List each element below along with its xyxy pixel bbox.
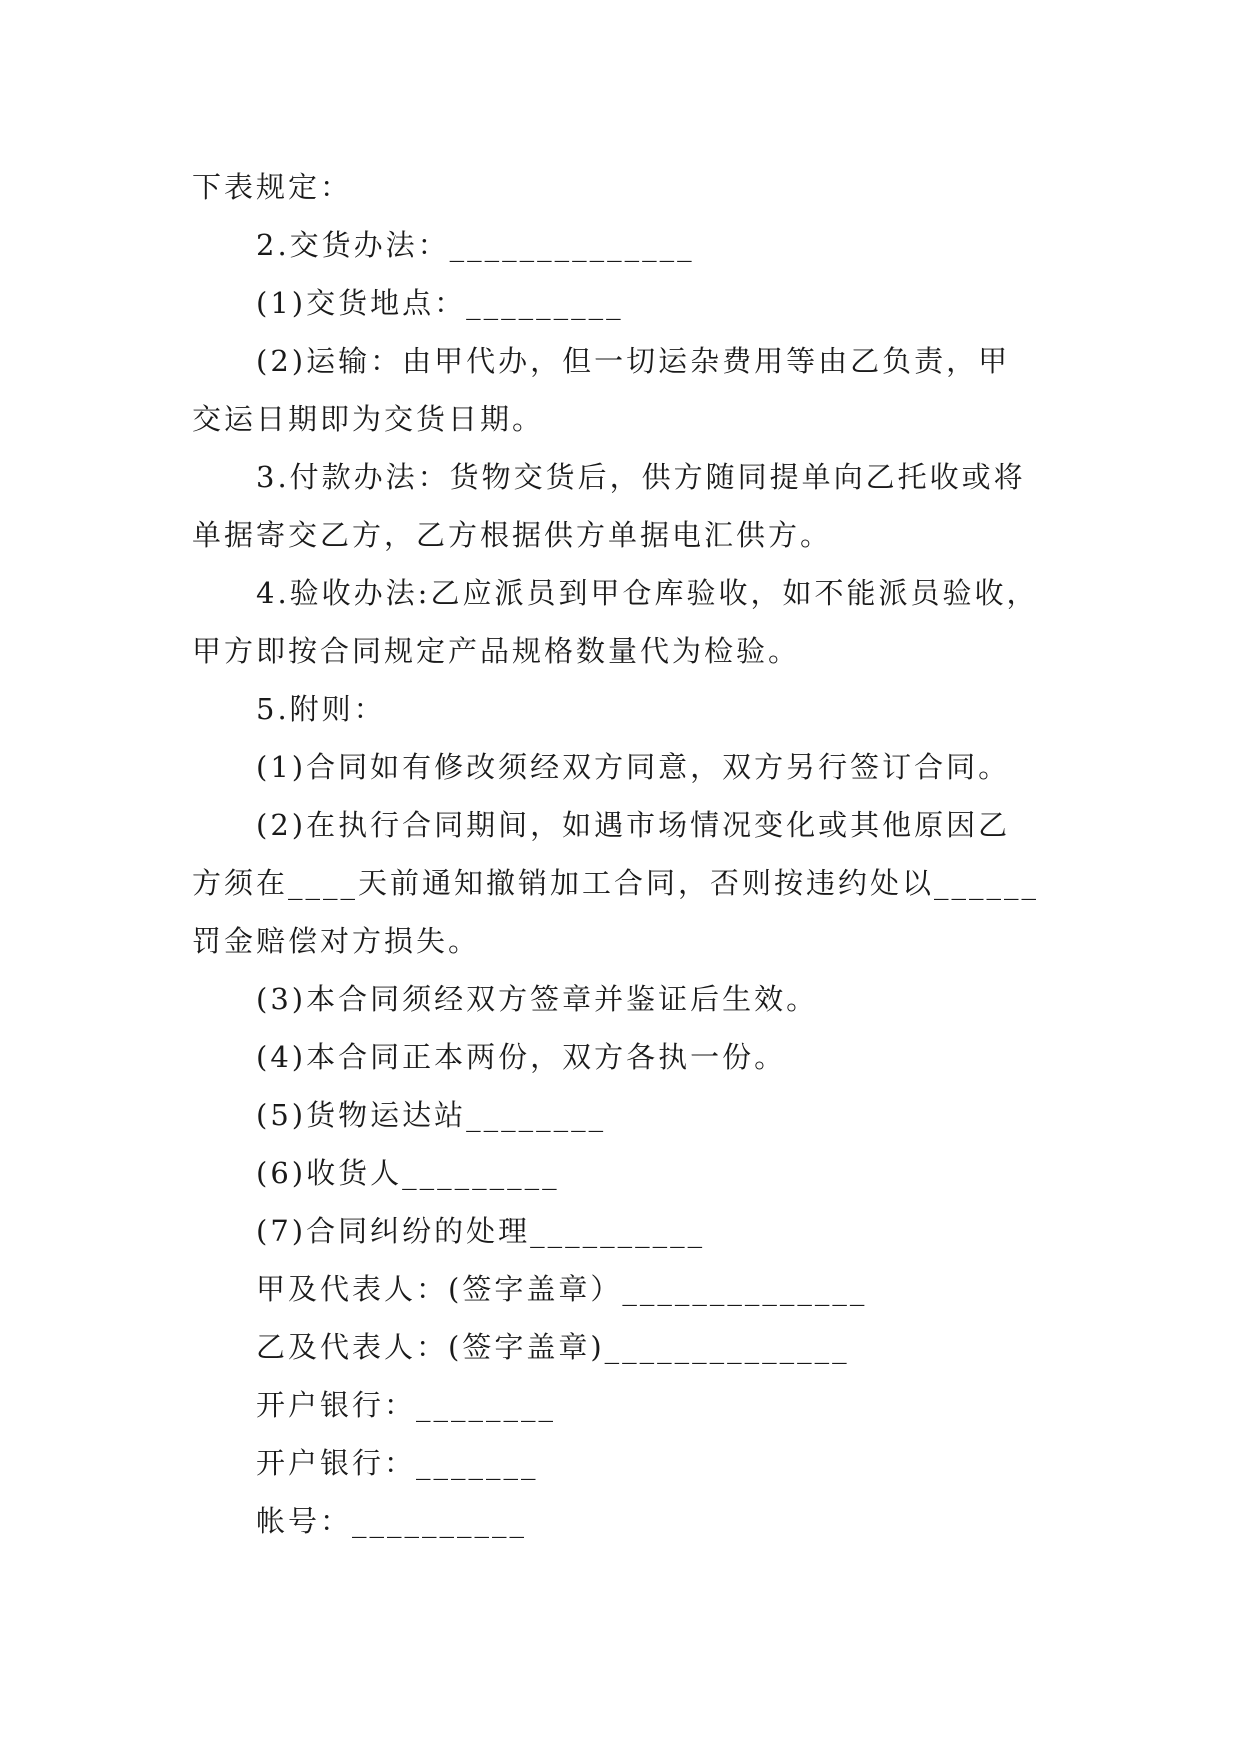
text-line: 帐号：__________	[256, 1504, 528, 1538]
text-line: (4)本合同正本两份，双方各执一份。	[256, 1040, 787, 1074]
text-line: 2.交货办法：______________	[256, 228, 695, 262]
text-line: 3.付款办法：货物交货后，供方随同提单向乙托收或将	[256, 460, 1026, 494]
text-line: 甲方即按合同规定产品规格数量代为检验。	[192, 634, 801, 668]
document-body	[192, 158, 1064, 1550]
text-line: (5)货物运达站________	[256, 1098, 607, 1132]
text-line: 下表规定：	[192, 170, 353, 204]
text-line: 5.附则：	[256, 692, 386, 726]
text-line: (1)合同如有修改须经双方同意，双方另行签订合同。	[256, 750, 1011, 784]
text-line: 交运日期即为交货日期。	[192, 402, 545, 436]
text-line: 罚金赔偿对方损失。	[192, 924, 481, 958]
text-line: 方须在____天前通知撤销加工合同，否则按违约处以______	[192, 866, 1040, 900]
text-line: (1)交货地点：_________	[256, 286, 624, 320]
text-line: (2)在执行合同期间，如遇市场情况变化或其他原因乙	[256, 808, 1011, 842]
text-line: 4.验收办法:乙应派员到甲仓库验收，如不能派员验收，	[256, 576, 1039, 610]
text-line: 开户银行：________	[256, 1388, 557, 1422]
text-line: (2)运输：由甲代办，但一切运杂费用等由乙负责，甲	[256, 344, 1011, 378]
text-line: 乙及代表人：(签字盖章)______________	[256, 1330, 850, 1364]
text-line: 甲及代表人：(签字盖章）______________	[256, 1272, 868, 1306]
text-line: 开户银行：_______	[256, 1446, 539, 1480]
text-line: (3)本合同须经双方签章并鉴证后生效。	[256, 982, 819, 1016]
text-line: (7)合同纠纷的处理__________	[256, 1214, 706, 1248]
text-line: 单据寄交乙方，乙方根据供方单据电汇供方。	[192, 518, 833, 552]
text-line: (6)收货人_________	[256, 1156, 560, 1190]
